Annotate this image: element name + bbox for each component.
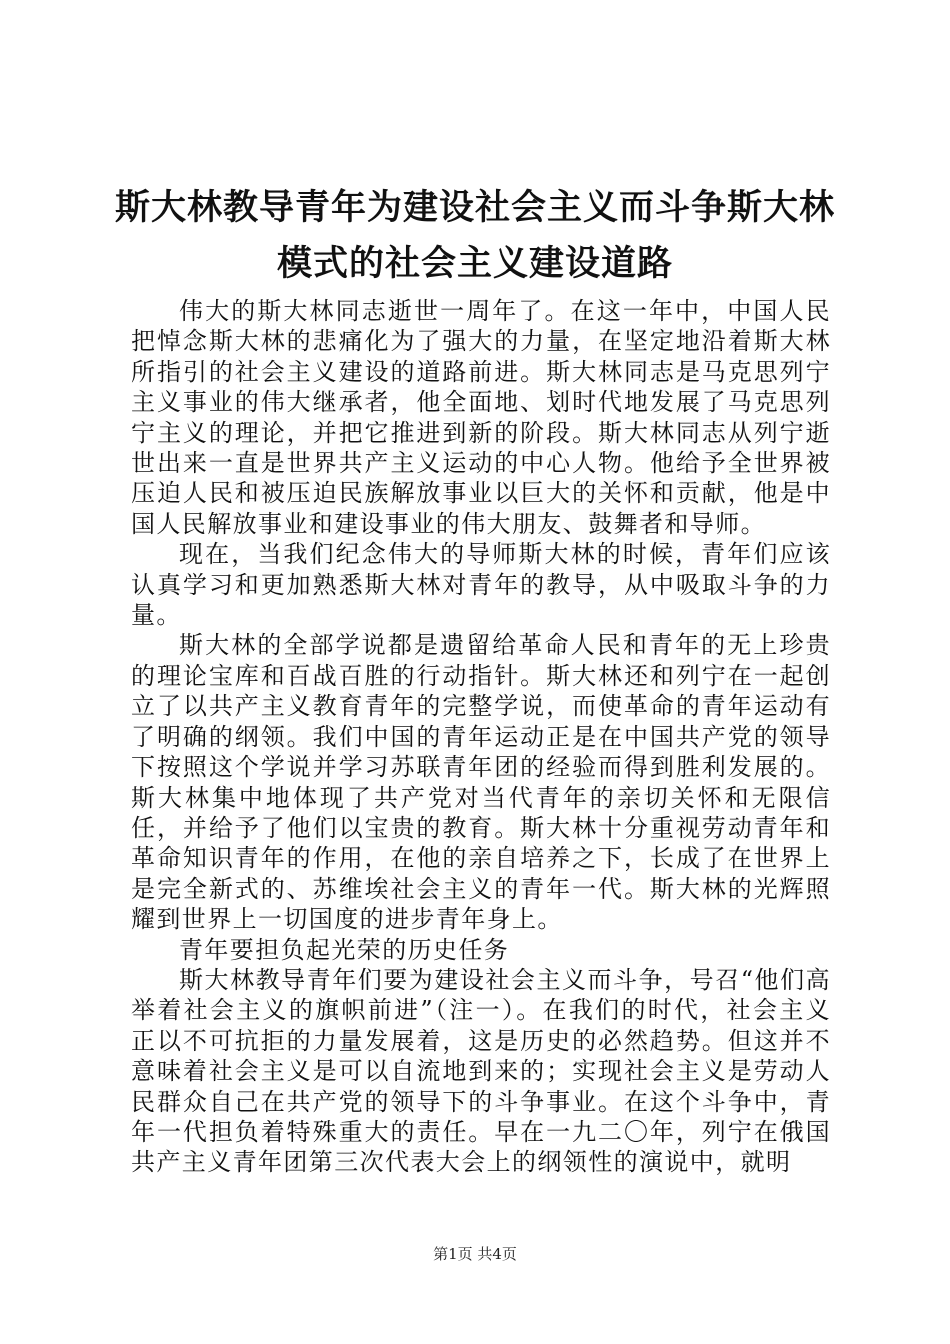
document-body <box>131 296 831 1178</box>
section-heading: 青年要担负起光荣的历史任务 <box>179 935 510 964</box>
paragraph-4: 斯大林教导青年们要为建设社会主义而斗争，号召“他们高举着社会主义的旗帜前进”（注一）。在我们的时代，社会主义正以不可抗拒的力量发展着，这是历史的必然趋势。但这并不意味着社会主义是可以自流地到来的；实现社会主义是劳动人民群众自己在共产党的领导下的斗争事业。在这个斗争中，青年一代担负着特殊重大的责任。早在一九二〇年，列宁在俄国共产主义青年团第三次代表大会上的纲领性的演说中，就明 <box>131 965 831 1177</box>
document-title: 斯大林教导青年为建设社会主义而斗争斯大林模式的社会主义建设道路 <box>114 188 835 284</box>
paragraph-3: 斯大林的全部学说都是遗留给革命人民和青年的无上珍贵的理论宝库和百战百胜的行动指针。斯大林还和列宁在一起创立了以共产主义教育青年的完整学说，而使革命的青年运动有了明确的纲领。我们中国的青年运动正是在中国共产党的领导下按照这个学说并学习苏联青年团的经验而得到胜利发展的。斯大林集中地体现了共产党对当代青年的亲切关怀和无限信任，并给予了他们以宝贵的教育。斯大林十分重视劳动青年和革命知识青年的作用，在他的亲自培养之下，长成了在世界上是完全新式的、苏维埃社会主义的青年一代。斯大林的光辉照耀到世界上一切国度的进步青年身上。 <box>131 631 831 934</box>
paragraph-1: 伟大的斯大林同志逝世一周年了。在这一年中，中国人民把悼念斯大林的悲痛化为了强大的力量，在坚定地沿着斯大林所指引的社会主义建设的道路前进。斯大林同志是马克思列宁主义事业的伟大继承者，他全面地、划时代地发展了马克思列宁主义的理论，并把它推进到新的阶段。斯大林同志从列宁逝世出来一直是世界共产主义运动的中心人物。他给予全世界被压迫人民和被压迫民族解放事业以巨大的关怀和贡献，他是中国人民解放事业和建设事业的伟大朋友、鼓舞者和导师。 <box>131 297 831 538</box>
page-footer: 第1页 共4页 <box>433 1245 517 1263</box>
paragraph-2: 现在，当我们纪念伟大的导师斯大林的时候，青年们应该认真学习和更加熟悉斯大林对青年的教导，从中吸取斗争的力量。 <box>131 540 831 630</box>
